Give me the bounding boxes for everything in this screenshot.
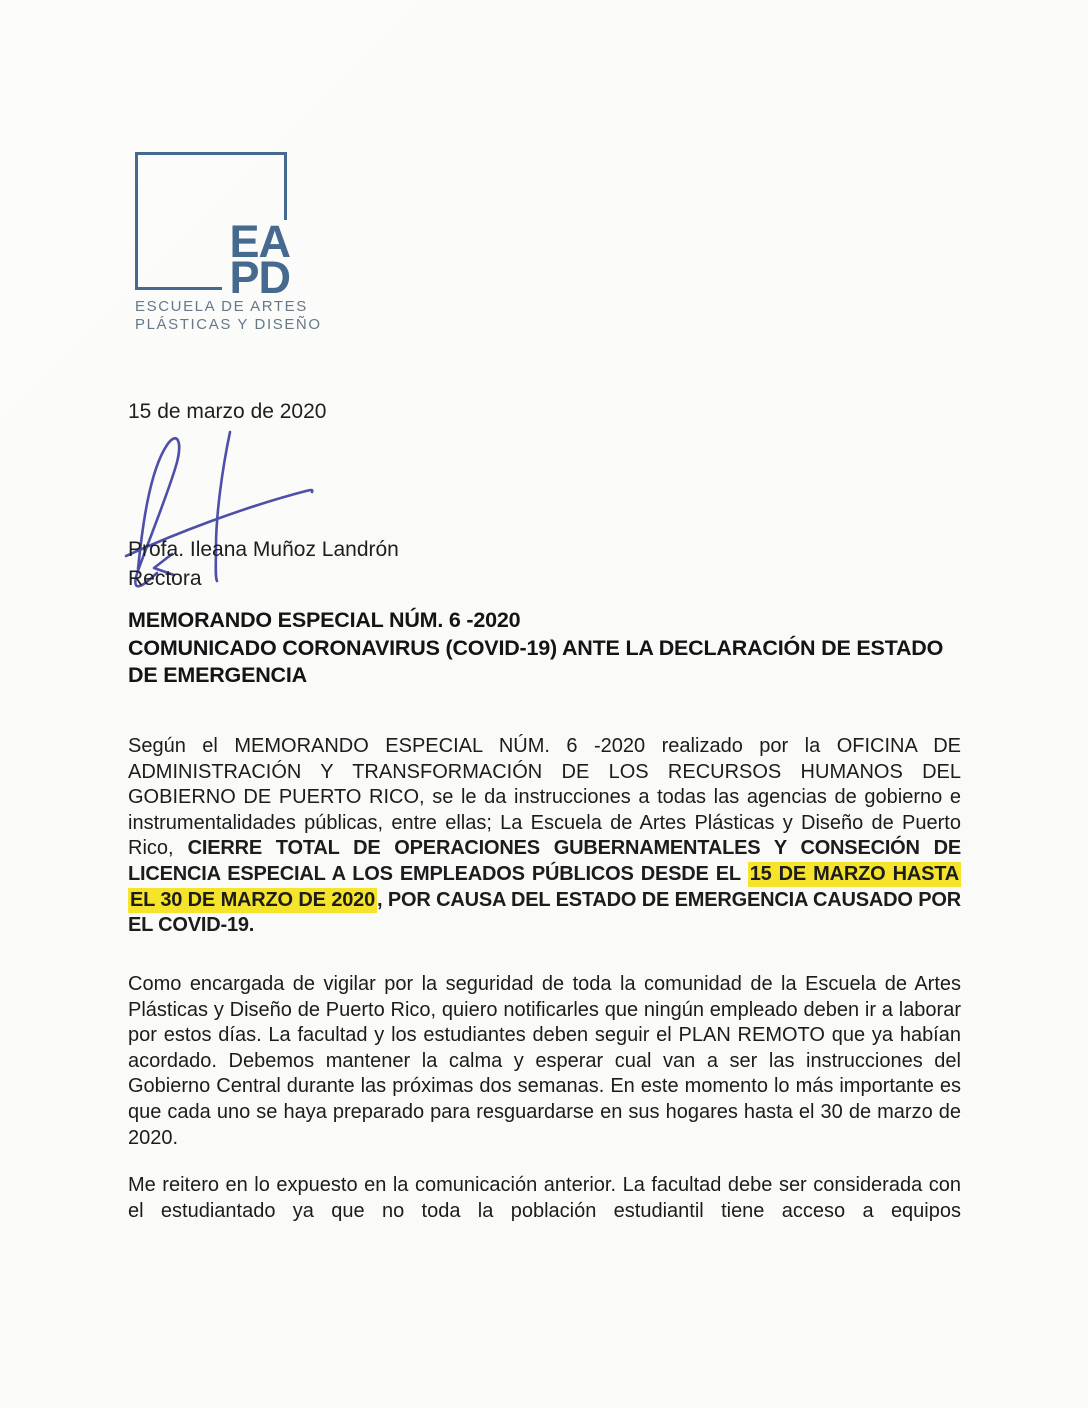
- paragraph-1: [128, 734, 961, 939]
- logo-caption-line2: PLÁSTICAS Y DISEÑO: [135, 316, 322, 333]
- paragraph-2: Como encargada de vigilar por la seguridad de toda la comunidad de la Escuela de Artes Plásticas y Diseño de Puerto Rico, quiero notificarles que ningún empleado deben ir a laborar por estos días. La facultad y los estudiantes deben seguir el PLAN REMOTO que ya habían acordado. Debemos mantener la calma y esperar cual van a ser las instrucciones del Gobierno Central durante las próximas dos semanas. En este momento lo más importante es que cada uno se haya preparado para resguardarse en sus hogares hasta el 30 de marzo de 2020.: [128, 973, 961, 1149]
- subject-line-3: DE EMERGENCIA: [128, 663, 307, 687]
- paragraph-3: Me reitero en lo expuesto en la comunicación anterior. La facultad debe ser considerada con el estudiantado ya que no toda la población estudiantil tiene acceso a equipos: [128, 1174, 961, 1222]
- memo-subject: [128, 607, 943, 690]
- signer-block: [128, 535, 399, 593]
- letter-date: 15 de marzo de 2020: [128, 400, 327, 423]
- logo-caption-line1: ESCUELA DE ARTES: [135, 298, 308, 315]
- paragraph-1-bold-tail: , POR CAUSA DEL ESTADO DE EMERGENCIA CAUSADO POR EL COVID-19.: [128, 888, 961, 937]
- logo-monogram-line1: EA: [229, 216, 290, 267]
- paragraph-1-lead: Según el MEMORANDO ESPECIAL NÚM. 6 -2020 realizado por la OFICINA DE ADMINISTRACIÓN Y TRANSFORMACIÓN DE LOS RECURSOS HUMANOS DEL GOBIERNO DE PUERTO RICO, se le da instrucciones a todas las agencias de gobierno e instrumentalidades públicas, entre ellas; La Escuela de Artes Plásticas y Diseño de Puerto Rico,: [128, 735, 961, 860]
- logo-square-frame: [135, 152, 290, 303]
- paragraph-1-highlighted-dates: 15 DE MARZO HASTA EL 30 DE MARZO DE 2020: [130, 862, 959, 911]
- signer-name: Profa. Ileana Muñoz Landrón: [128, 538, 399, 561]
- paragraph-1-bold-lead: CIERRE TOTAL DE OPERACIONES GUBERNAMENTALES Y CONSECIÓN DE LICENCIA ESPECIAL A LOS EMPLEADOS PÚBLICOS DESDE EL: [128, 837, 962, 885]
- eapd-logo: [135, 152, 322, 334]
- signer-title: Rectora: [128, 567, 202, 590]
- subject-line-2: COMUNICADO CORONAVIRUS (COVID-19) ANTE LA DECLARACIÓN DE ESTADO: [128, 635, 944, 660]
- logo-monogram-line2: PD: [229, 252, 290, 303]
- logo-monogram: [222, 216, 290, 303]
- logo-caption: [135, 298, 322, 334]
- subject-line-1: MEMORANDO ESPECIAL NÚM. 6 -2020: [128, 608, 521, 632]
